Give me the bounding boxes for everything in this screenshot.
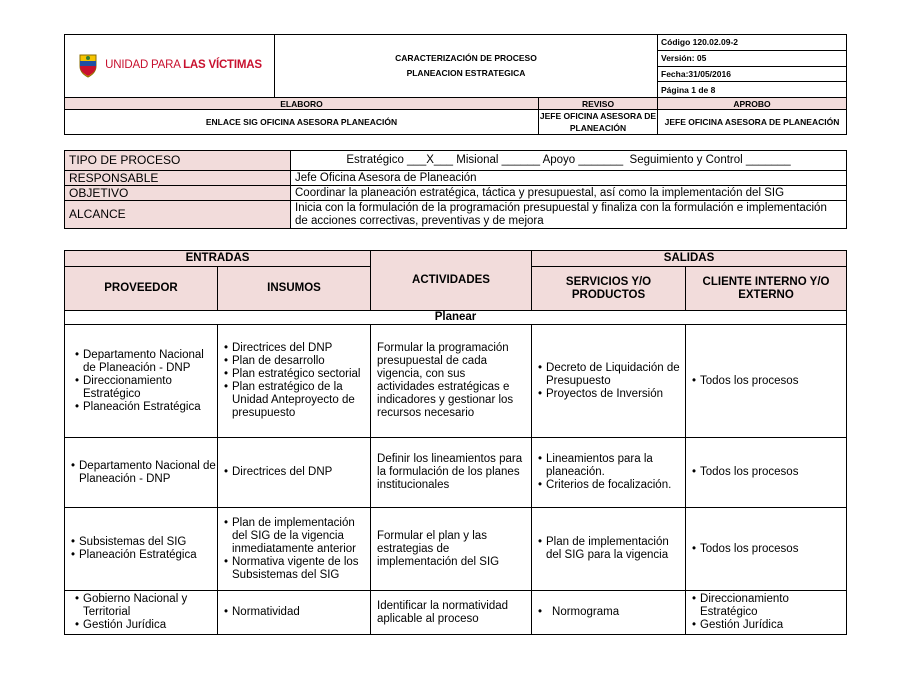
table-row [65,325,847,438]
elaboro-label: ELABORO [65,98,539,110]
servicios-cell [532,438,686,508]
list-item: • Direccionamiento Estratégico [692,593,846,619]
list-item: • Plan estratégico sectorial [224,368,370,381]
aprobo-value: JEFE OFICINA ASESORA DE PLANEACIÓN [658,110,847,135]
document-code: Código 120.02.09-2 [658,35,847,51]
caracterizacion-table [64,250,847,635]
document-page: Página 1 de 8 [658,82,847,98]
title-line-1: CARACTERIZACIÓN DE PROCESO [395,53,537,63]
servicios-cell [532,325,686,438]
actividades-header: ACTIVIDADES [371,251,532,311]
insumos-cell [218,325,371,438]
tipo-proceso-value: Estratégico ___X___ Misional ______ Apoyo _______ Seguimiento y Control _______ [291,151,847,171]
logo-cell [65,35,275,98]
elaboro-value: ENLACE SIG OFICINA ASESORA PLANEACIÓN [65,110,539,135]
servicios-header: SERVICIOS Y/O PRODUCTOS [532,267,686,311]
list-item: • Plan de desarrollo [224,355,370,368]
cliente-header: CLIENTE INTERNO Y/O EXTERNO [686,267,847,311]
responsable-value: Jefe Oficina Asesora de Planeación [291,171,847,186]
list-item: • Plan de implementación del SIG para la vigencia [538,536,685,562]
list-item: • Direccionamiento Estratégico [75,375,217,401]
list-item: • Proyectos de Inversión [538,388,685,401]
list-item: • Subsistemas del SIG [71,536,217,549]
salidas-header: SALIDAS [532,251,847,267]
list-item: • Lineamientos para la planeación. [538,453,685,479]
list-item: • Departamento Nacional de Planeación - DNP [71,460,217,486]
list-item: • Directrices del DNP [224,466,370,479]
reviso-label: REVISO [539,98,658,110]
proveedor-cell [65,325,218,438]
list-item: • Gestión Jurídica [75,619,217,632]
process-info-table [64,150,847,229]
cliente-cell [686,591,847,635]
list-item: • Todos los procesos [692,543,846,556]
list-item: • Criterios de focalización. [538,479,685,492]
objetivo-value: Coordinar la planeación estratégica, táctica y presupuestal, así como la implementación del SIG [291,186,847,201]
list-item: • Normativa vigente de los Subsistemas del SIG [224,556,370,582]
insumos-cell [218,438,371,508]
list-item: • Planeación Estratégica [75,401,217,414]
alcance-value: Inicia con la formulación de la programación presupuestal y finaliza con la formulación e implementación de acciones correctivas, preventivas y de mejora [291,201,847,229]
proveedor-cell [65,508,218,591]
actividad-cell: Identificar la normatividad aplicable al proceso [371,591,532,635]
insumos-header: INSUMOS [218,267,371,311]
document-title [275,35,658,98]
phase-header: Planear [65,311,847,325]
list-item: • Todos los procesos [692,466,846,479]
table-row [65,438,847,508]
table-row [65,591,847,635]
cliente-cell [686,508,847,591]
list-item: • Departamento Nacional de Planeación - DNP [75,349,217,375]
list-item: • Directrices del DNP [224,342,370,355]
actividad-cell: Formular el plan y las estrategias de implementación del SIG [371,508,532,591]
list-item: • Normograma [538,606,685,619]
list-item: • Todos los procesos [692,375,846,388]
actividad-cell: Formular la programación presupuestal de cada vigencia, con sus actividades estratégicas e indicadores y gestionar los recursos necesario [371,325,532,438]
list-item: • Plan estratégico de la Unidad Anteproyecto de presupuesto [224,381,370,420]
proveedor-header: PROVEEDOR [65,267,218,311]
responsable-label: RESPONSABLE [65,171,291,186]
title-line-2: PLANEACION ESTRATEGICA [406,68,526,78]
entradas-header: ENTRADAS [65,251,371,267]
reviso-value: JEFE OFICINA ASESORA DE PLANEACIÓN [539,111,657,133]
logo-text: UNIDAD PARA LAS VÍCTIMAS [105,59,262,71]
alcance-label: ALCANCE [65,201,291,229]
actividad-cell: Definir los lineamientos para la formulación de los planes institucionales [371,438,532,508]
list-item: • Planeación Estratégica [71,549,217,562]
servicios-cell [532,591,686,635]
cliente-cell [686,438,847,508]
servicios-cell [532,508,686,591]
list-item: • Plan de implementación del SIG de la vigencia inmediatamente anterior [224,517,370,556]
list-item: • Decreto de Liquidación de Presupuesto [538,362,685,388]
coat-of-arms-icon [77,52,99,78]
table-row [65,508,847,591]
list-item: • Gestión Jurídica [692,619,846,632]
document-date: Fecha:31/05/2016 [658,66,847,82]
objetivo-label: OBJETIVO [65,186,291,201]
cliente-cell [686,325,847,438]
proveedor-cell [65,438,218,508]
list-item: • Gobierno Nacional y Territorial [75,593,217,619]
insumos-cell [218,591,371,635]
tipo-proceso-label: TIPO DE PROCESO [65,151,291,171]
list-item: • Normatividad [224,606,370,619]
aprobo-label: APROBO [658,98,847,110]
proveedor-cell [65,591,218,635]
document-header [64,34,847,135]
unidad-victimas-logo [77,52,262,78]
insumos-cell [218,508,371,591]
document-version: Versión: 05 [658,50,847,66]
